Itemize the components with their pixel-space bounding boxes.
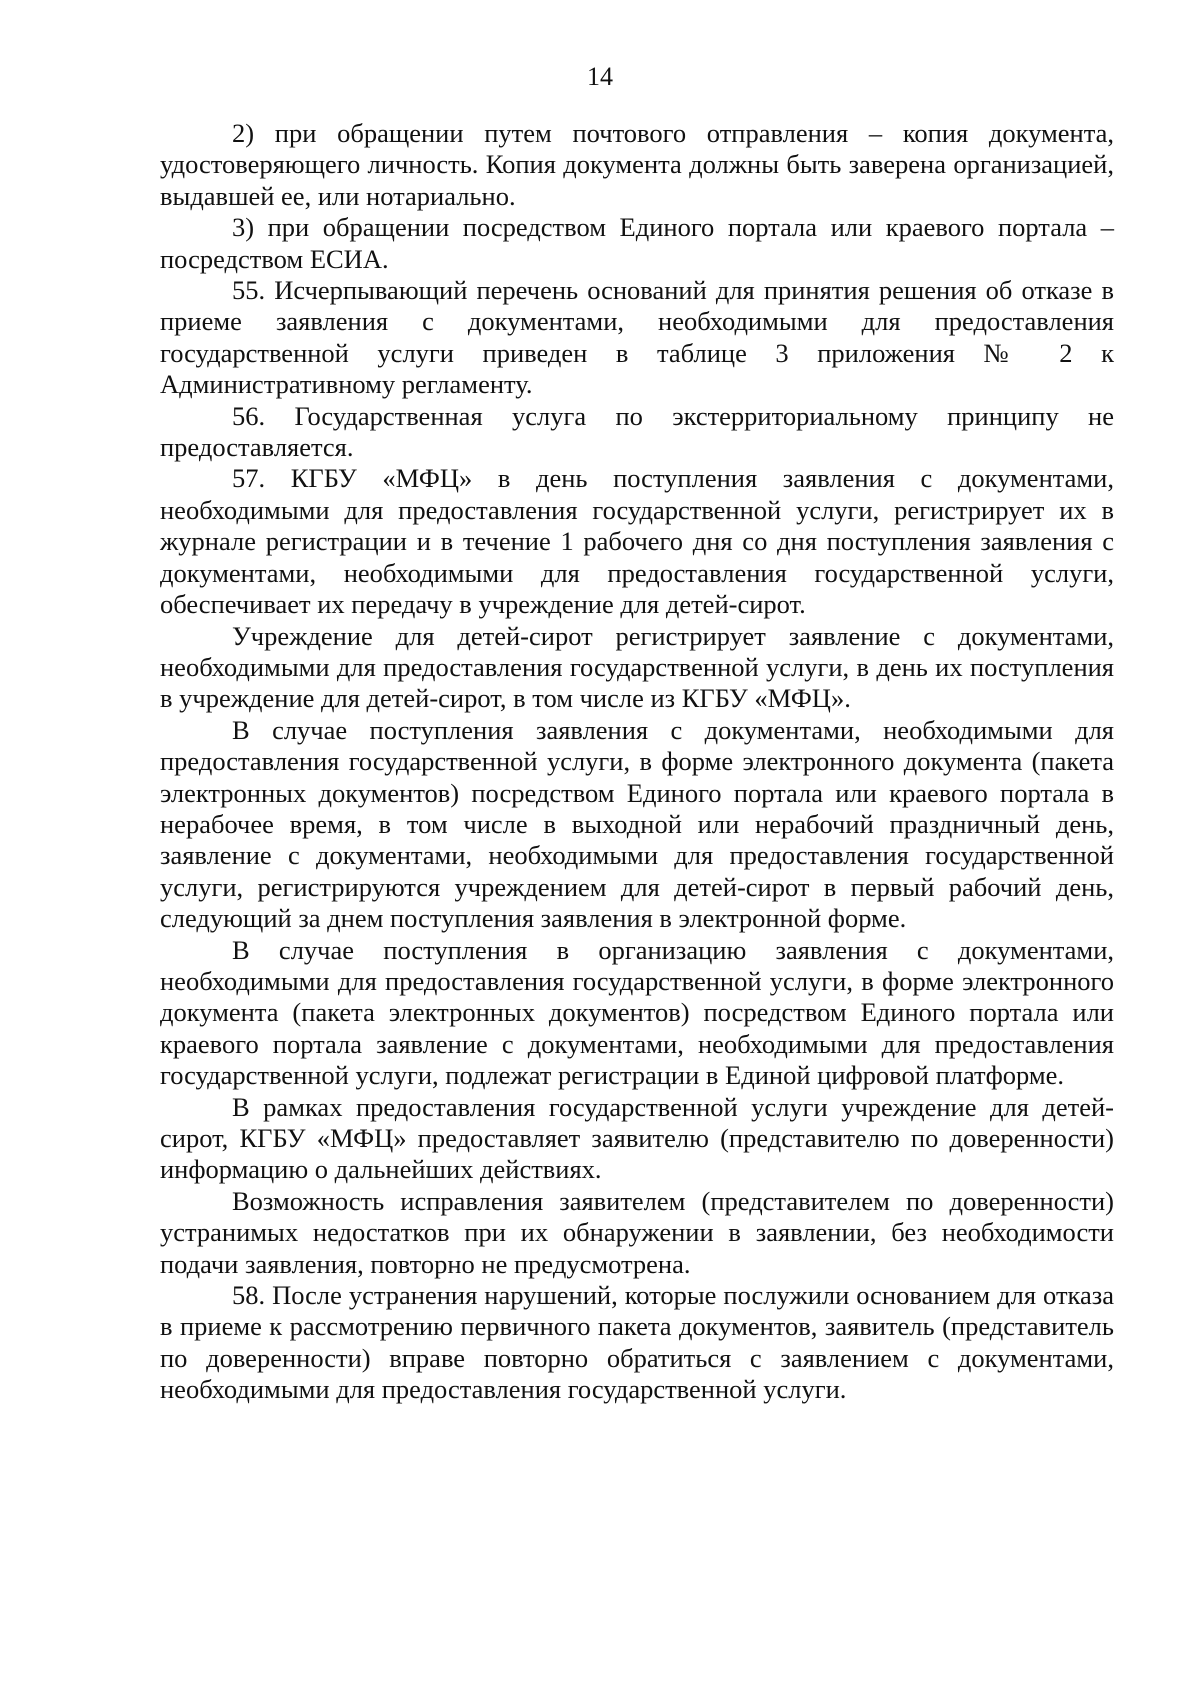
paragraph-clause-58: 58. После устранения нарушений, которые послужили основанием для отказа в приеме к рассмотрению первичного пакета документов, заявитель (представитель по доверенности) вправе повторно обратиться с заявлением с документами, необходимыми для предоставления государственной услуги. [160,1280,1114,1405]
paragraph-item-3: 3) при обращении посредством Единого портала или краевого портала – посредством ЕСИА. [160,212,1114,274]
paragraph-clause-55: 55. Исчерпывающий перечень оснований для принятия решения об отказе в приеме заявления с документами, необходимыми для предоставления государственной услуги приведен в таблице 3 приложения № 2 к Административному регламенту. [160,275,1114,400]
paragraph-clause-57: 57. КГБУ «МФЦ» в день поступления заявления с документами, необходимыми для предоставления государственной услуги, регистрирует их в журнале регистрации и в течение 1 рабочего дня со дня поступления заявления с документами, необходимыми для предоставления государственной услуги, обеспечивает их передачу в учреждение для детей-сирот. [160,463,1114,620]
paragraph-registration: Учреждение для детей-сирот регистрирует заявление с документами, необходимыми для предоставления государственной услуги, в день их поступления в учреждение для детей-сирот, в том числе из КГБУ «МФЦ». [160,620,1114,714]
paragraph-corrections: Возможность исправления заявителем (представителем по доверенности) устранимых недостатков при их обнаружении в заявлении, без необходимости подачи заявления, повторно не предусмотрена. [160,1185,1114,1279]
paragraph-digital-platform: В случае поступления в организацию заявления с документами, необходимыми для предоставления государственной услуги, в форме электронного документа (пакета электронных документов) посредством Единого портала или краевого портала заявление с документами, необходимыми для предоставления государственной услуги, подлежат регистрации в Единой цифровой платформе. [160,934,1114,1091]
paragraph-item-2: 2) при обращении путем почтового отправления – копия документа, удостоверяющего личность. Копия документа должны быть заверена организацией, выдавшей ее, или нотариально. [160,118,1114,211]
document-body [160,118,1114,1406]
paragraph-clause-56: 56. Государственная услуга по экстерриториальному принципу не предоставляется. [160,400,1114,463]
paragraph-non-working-time: В случае поступления заявления с документами, необходимыми для предоставления государственной услуги, в форме электронного документа (пакета электронных документов) посредством Единого портала или краевого портала в нерабочее время, в том числе в выходной или нерабочий праздничный день, заявление с документами, необходимыми для предоставления государственной услуги, регистрируются учреждением для детей-сирот в первый рабочий день, следующий за днем поступления заявления в электронной форме. [160,714,1114,934]
page-number: 14 [587,62,613,91]
paragraph-further-actions: В рамках предоставления государственной услуги учреждение для детей-сирот, КГБУ «МФЦ» предоставляет заявителю (представителю по доверенности) информацию о дальнейших действиях. [160,1091,1114,1185]
